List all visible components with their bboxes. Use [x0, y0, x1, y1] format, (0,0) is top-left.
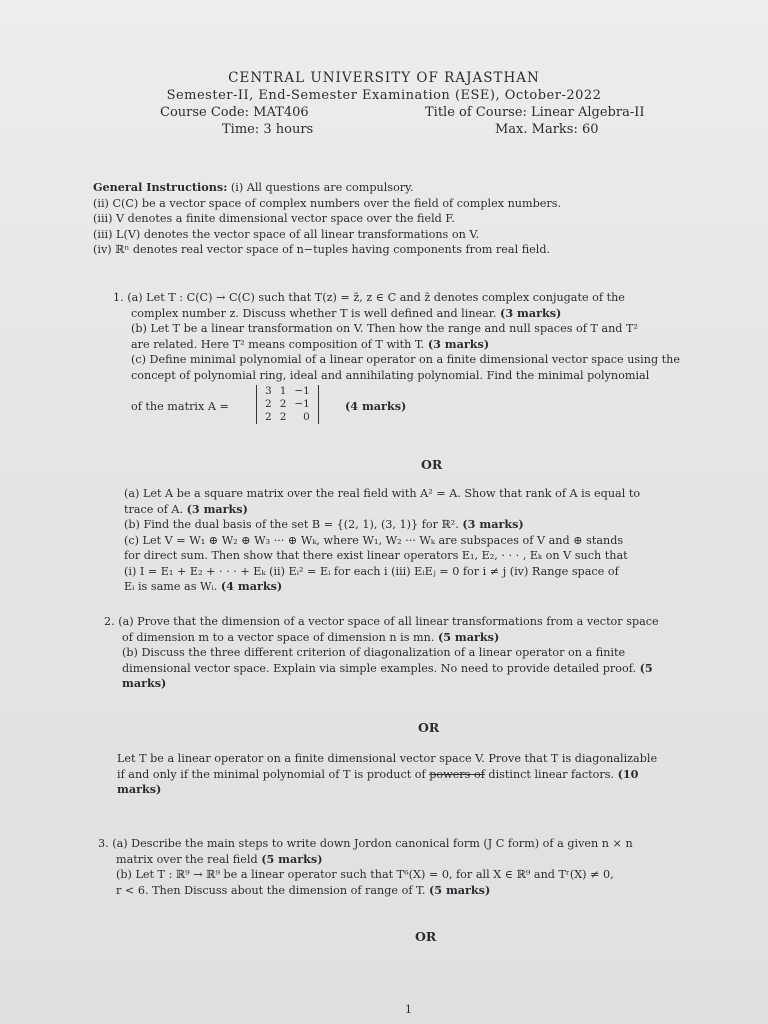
instruction-iii-b: (iii) L(V) denotes the vector space of all linear transformations on V. [93, 227, 480, 241]
q2b-marks-a: (5 [639, 660, 653, 675]
q1alt-c-marks: (4 marks) [220, 579, 283, 593]
q2b-line1: (b) Discuss the three different criterion of diagonalization of a linear operator on a finite [122, 646, 626, 659]
q2b-marks-b: marks) [122, 676, 167, 690]
university-name: CENTRAL UNIVERSITY OF RAJASTHAN [228, 70, 540, 86]
q3a-line1: 3. (a) Describe the main steps to write down Jordon canonical form (J C form) of a given n × n [98, 837, 633, 850]
q2alt-struck-text: powers of [429, 767, 485, 781]
course-title: Title of Course: Linear Algebra-II [425, 105, 645, 120]
q1b-marks: (3 marks) [427, 336, 490, 351]
matrix-entry: 1 [279, 385, 287, 397]
course-code: Course Code: MAT406 [160, 105, 309, 120]
matrix-row [261, 398, 314, 411]
q1c-line1: (c) Define minimal polynomial of a linear operator on a finite dimensional vector space using the [131, 353, 680, 366]
q2a-marks: (5 marks) [437, 629, 500, 644]
question-1 [113, 290, 748, 429]
matrix-a [256, 385, 319, 424]
q1b-line1: (b) Let T be a linear transformation on V. Then how the range and null spaces of T and T² [131, 322, 638, 335]
max-marks: Max. Marks: 60 [495, 122, 599, 137]
q1c-line3: of the matrix A = [131, 400, 229, 413]
matrix-entry: 2 [265, 398, 272, 410]
q2a-line1: 2. (a) Prove that the dimension of a vector space of all linear transformations from a vector space [104, 615, 659, 628]
q3b-line1: (b) Let T : ℝ⁹ → ℝ⁹ be a linear operator such that T⁶(X) = 0, for all X ∈ ℝ⁹ and Tʳ(X) ≠ 0, [116, 868, 614, 881]
page-number: 1 [405, 1003, 412, 1016]
exam-title: Semester-II, End-Semester Examination (ESE), October-2022 [166, 88, 602, 103]
q3b-line2: r < 6. Then Discuss about the dimension of range of T. [116, 883, 426, 897]
matrix-entry: 2 [279, 398, 287, 410]
q1alt-c-line3: (i) I = E₁ + E₂ + · · · + Eₖ (ii) Eᵢ² = Eᵢ for each i (iii) EᵢEⱼ = 0 for i ≠ j (iv) Range space of [124, 564, 619, 578]
q2alt-marks-b: marks) [117, 782, 162, 796]
exam-header [0, 70, 768, 138]
q1alt-b-line1: (b) Find the dual basis of the set B = {(2, 1), (3, 1)} for ℝ². [124, 518, 459, 531]
q2alt-line2a: if and only if the minimal polynomial of T is product of [117, 767, 426, 781]
matrix-row [261, 385, 314, 398]
q1alt-b-marks: (3 marks) [462, 517, 524, 531]
q1alt-a-marks: (3 marks) [186, 501, 248, 516]
q1alt-c-line2: for direct sum. Then show that there exist linear operators E₁, E₂, · · · , Eₖ on V such that [124, 549, 628, 562]
or-separator-1: OR [421, 457, 443, 472]
q1a-line1: 1. (a) Let T : C(C) → C(C) such that T(z) = z̄, z ∈ C and z̄ denotes complex conjugate of the [113, 291, 625, 304]
q1c-marks: (4 marks) [345, 399, 407, 413]
instructions-heading: General Instructions: [93, 180, 228, 194]
instruction-iv: (iv) ℝⁿ denotes real vector space of n−tuples having components from real field. [93, 243, 551, 256]
q1alt-a-line2: trace of A. [124, 502, 184, 516]
q1alt-a-line1: (a) Let A be a square matrix over the real field with A² = A. Show that rank of A is equal to [124, 487, 641, 500]
time-row [0, 121, 768, 138]
matrix-entry: 2 [265, 411, 272, 423]
q1alt-c-line4: Eᵢ is same as Wᵢ. [124, 580, 218, 593]
instruction-ii: (ii) C(C) be a vector space of complex numbers over the field of complex numbers. [93, 196, 562, 210]
q1a-line2: complex number z. Discuss whether T is well defined and linear. [131, 306, 497, 320]
q3a-line2: matrix over the real field [116, 852, 258, 866]
q3b-marks: (5 marks) [428, 882, 491, 897]
q1alt-c-line1: (c) Let V = W₁ ⊕ W₂ ⊕ W₃ ··· ⊕ Wₖ, where W₁, W₂ ··· Wₖ are subspaces of V and ⊕ stands [124, 533, 624, 547]
q2b-line2: dimensional vector space. Explain via simple examples. No need to provide detailed proof. [122, 661, 637, 675]
instruction-iii: (iii) V denotes a finite dimensional vector space over the field F. [93, 212, 455, 225]
q2alt-line1: Let T be a linear operator on a finite dimensional vector space V. Prove that T is diagonalizable [117, 752, 658, 765]
instruction-i: (i) All questions are compulsory. [230, 181, 414, 194]
course-row [0, 104, 768, 121]
matrix-entry: −1 [294, 398, 310, 410]
q1a-marks: (3 marks) [500, 305, 562, 320]
q1c-line2: concept of polynomial ring, ideal and annihilating polynomial. Find the minimal polynomial [131, 368, 650, 382]
question-2-alternative [117, 751, 745, 798]
q1b-line2: are related. Here T² means composition of T with T. [131, 337, 425, 351]
or-separator-3: OR [415, 929, 437, 944]
question-1-alternative [124, 486, 746, 595]
q2a-line2: of dimension m to a vector space of dimension n is mn. [122, 630, 435, 644]
matrix-entry: 3 [265, 385, 272, 397]
q2alt-marks-a: (10 [617, 766, 639, 781]
q2alt-line2b: distinct linear factors. [488, 767, 614, 781]
matrix-entry: 0 [303, 411, 310, 423]
q1c-matrix-line [113, 385, 748, 429]
or-separator-2: OR [418, 720, 440, 735]
q3a-marks: (5 marks) [261, 851, 323, 866]
exam-time: Time: 3 hours [222, 122, 314, 137]
matrix-row [261, 411, 314, 424]
question-2 [104, 614, 746, 692]
matrix-entry: −1 [294, 385, 310, 397]
general-instructions [93, 180, 733, 258]
matrix-entry: 2 [279, 411, 287, 423]
question-3 [98, 836, 746, 898]
